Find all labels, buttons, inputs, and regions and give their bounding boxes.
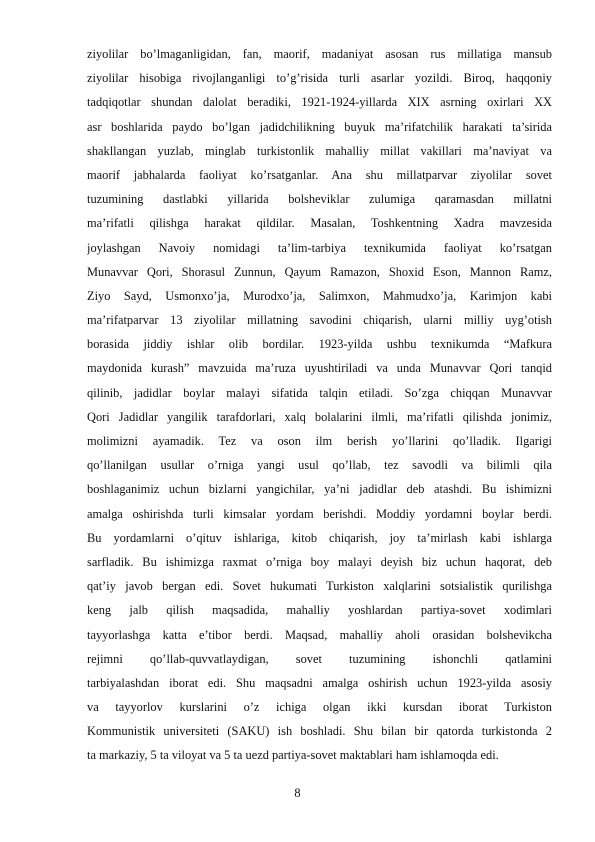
text-line: maorif jabhalarda faoliyat ko’rsatganlar. Ana shu millatparvar ziyolilar sovet	[87, 167, 552, 182]
text-line: Qori Jadidlar yangilik tarafdorlari, xalq bolalarini ilmli, ma’rifatli qilishda jonimiz,	[87, 409, 552, 424]
text-line: amalga oshirishda turli kimsalar yordam berishdi. Moddiy yordamni boylar berdi.	[87, 506, 552, 521]
text-line: tayyorlashga katta e’tibor berdi. Maqsad, mahalliy aholi orasidan bolshevikcha	[87, 627, 552, 642]
text-line: qat’iy javob bergan edi. Sovet hukumati Turkiston xalqlarini sotsialistik qurilishga	[87, 579, 552, 594]
text-line: va tayyorlov kurslarini o’z ichiga olgan ikki kursdan iborat Turkiston	[87, 700, 552, 715]
text-line: maydonida kurash” mavzuida ma’ruza uyushtiriladi va unda Munavvar Qori tanqid	[87, 361, 552, 376]
text-line: ta markaziy, 5 ta viloyat va 5 ta uezd partiya-sovet maktablari ham ishlamoqda edi.	[87, 748, 499, 763]
text-line: ma’rifatli qilishga harakat qildilar. Masalan, Toshkentning Xadra mavzesida	[87, 216, 552, 231]
text-line: ziyolilar hisobiga rivojlanganligi to’g’risida turli asarlar yozildi. Biroq, haqqoniy	[87, 71, 552, 86]
text-line: Bu yordamlarni o’qituv ishlariga, kitob chiqarish, joy ta’mirlash kabi ishlarga	[87, 530, 552, 545]
text-line: tarbiyalashdan iborat edi. Shu maqsadni amalga oshirish uchun 1923-yilda asosiy	[87, 675, 552, 690]
text-line: asr boshlarida paydo bo’lgan jadidchilikning buyuk ma’rifatchilik harakati ta’sirida	[87, 119, 552, 134]
text-line: keng jalb qilish maqsadida, mahalliy yoshlardan partiya-sovet xodimlari	[87, 603, 552, 618]
body-text	[87, 42, 552, 768]
text-line: sarfladik. Bu ishimizga raxmat o’rniga boy malayi deyish biz uchun haqorat, deb	[87, 554, 552, 569]
text-line: Ziyo Sayd, Usmonxo’ja, Murodxo’ja, Salimxon, Mahmudxo’ja, Karimjon kabi	[87, 288, 552, 303]
text-line: ziyolilar bo’lmaganligidan, fan, maorif, madaniyat asosan rus millatiga mansub	[87, 47, 552, 61]
text-line: shakllangan yuzlab, minglab turkistonlik mahalliy millat vakillari ma’naviyat va	[87, 143, 552, 158]
text-line: joylashgan Navoiy nomidagi ta’lim-tarbiya texnikumida faoliyat ko’rsatgan	[87, 240, 552, 255]
text-line: borasida jiddiy ishlar olib bordilar. 1923-yilda ushbu texnikumda “Mafkura	[87, 337, 552, 352]
page-number: 8	[294, 786, 301, 800]
text-line: molimizni ayamadik. Tez va oson ilm berish yo’llarini qo’lladik. Ilgarigi	[87, 434, 552, 448]
text-line: tuzumining dastlabki yillarida bolsheviklar zulumiga qaramasdan millatni	[87, 192, 552, 207]
text-line: boshlaganimiz uchun bizlarni yangichilar, ya’ni jadidlar deb atashdi. Bu ishimizni	[87, 482, 552, 497]
text-line: rejimni qo’llab-quvvatlaydigan, sovet tuzumining ishonchli qatlamini	[87, 651, 552, 666]
text-line: qo’llanilgan usullar o’rniga yangi usul qo’llab, tez savodli va bilimli qila	[87, 458, 552, 473]
text-line: tadqiqotlar shundan dalolat beradiki, 1921-1924-yillarda XIX asrning oxirlari XX	[87, 95, 552, 110]
text-line: qilinib, jadidlar boylar malayi sifatida talqin etiladi. So’zga chiqqan Munavvar	[87, 385, 552, 400]
text-line: Munavvar Qori, Shorasul Zunnun, Qayum Ramazon, Shoxid Eson, Mannon Ramz,	[87, 264, 552, 279]
text-line: ma’rifatparvar 13 ziyolilar millatning savodini chiqarish, ularni milliy uyg’otish	[87, 313, 552, 328]
text-line: Kommunistik universiteti (SAKU) ish boshladi. Shu bilan bir qatorda turkistonda 2	[87, 724, 552, 739]
